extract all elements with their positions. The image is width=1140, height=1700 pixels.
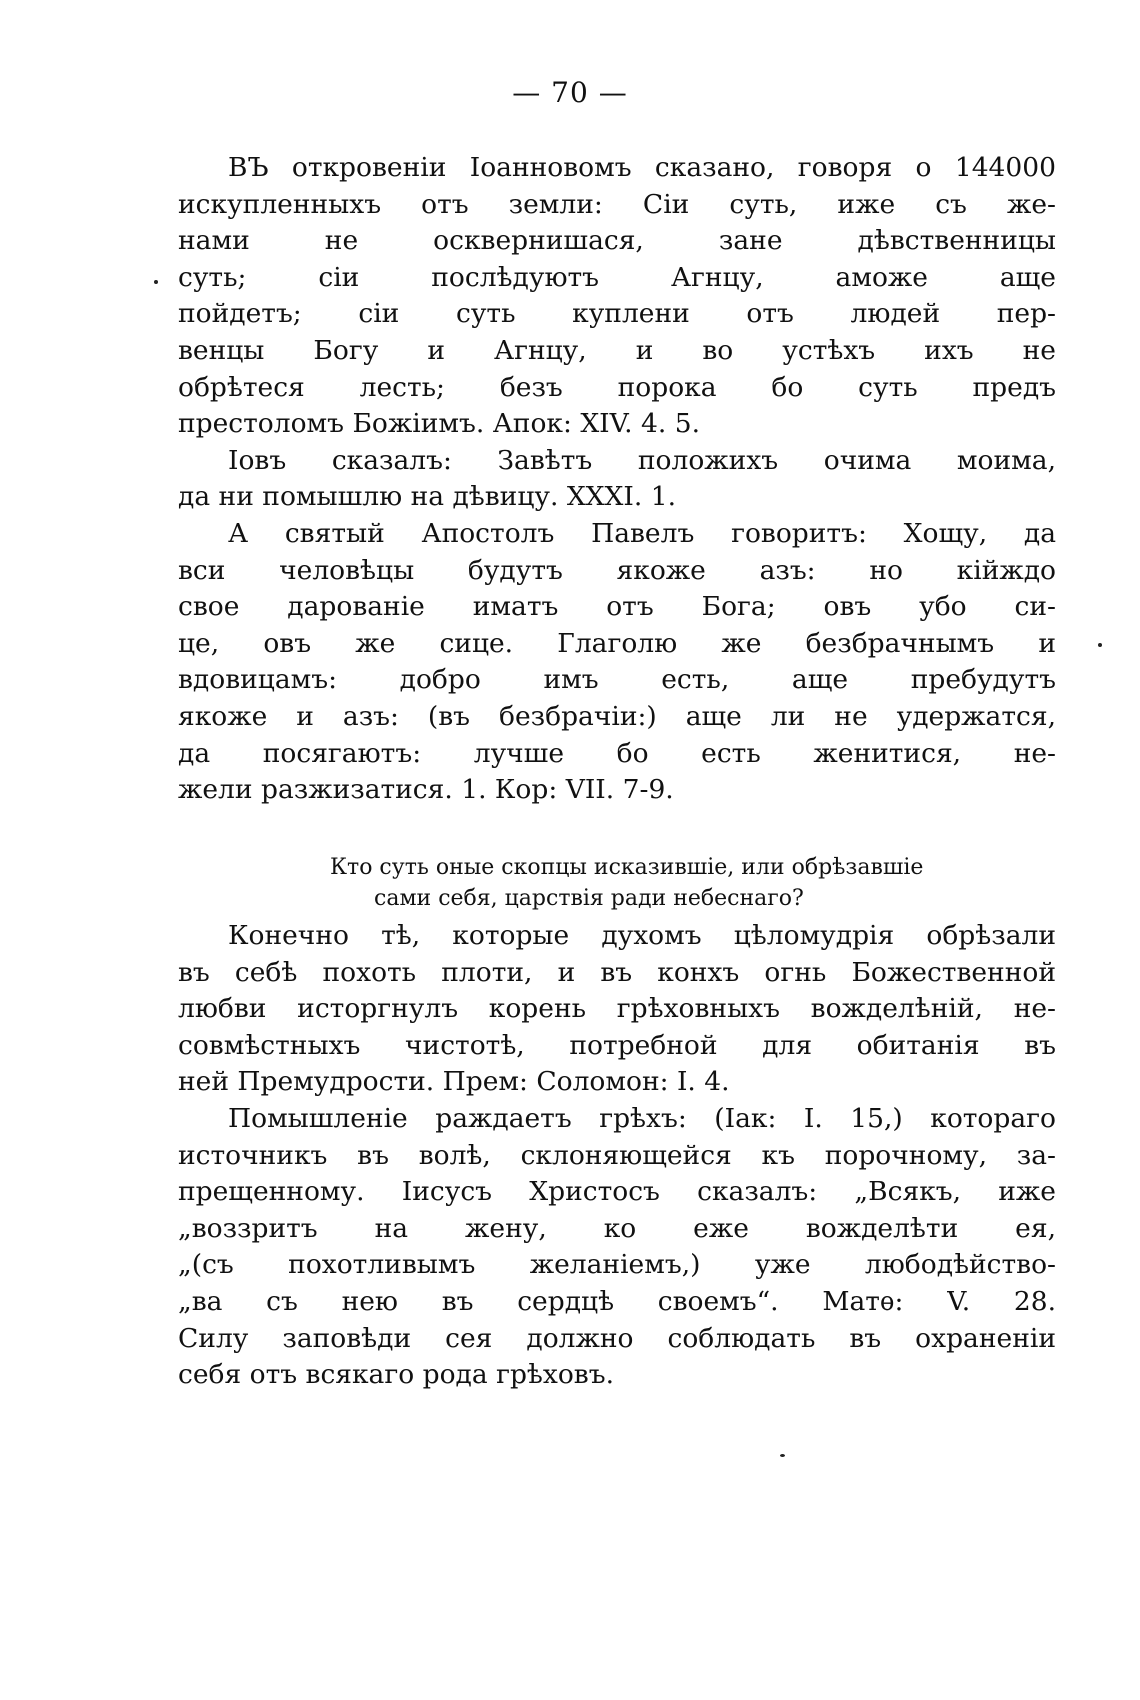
text-line: искупленныхъ отъ земли: Сіи суть, иже съ же- xyxy=(178,188,1056,220)
text-line: Іовъ сказалъ: Завѣтъ положихъ очима моима, xyxy=(228,444,1056,476)
paragraph-revelation xyxy=(178,150,1056,443)
text-line: нами не осквернишася, зане дѣвственницы xyxy=(178,225,1056,257)
print-speck xyxy=(1098,643,1102,647)
text-line: совмѣстныхъ чистотѣ, потребной для обитанія въ xyxy=(178,1029,1056,1061)
page-number: — 70 — xyxy=(512,76,628,109)
text-line: обрѣтеся лесть; безъ порока бо суть предъ xyxy=(178,371,1056,403)
text-line: Конечно тѣ, которые духомъ цѣломудрія обрѣзали xyxy=(228,920,1056,951)
text-line: прещенному. Іисусъ Христосъ сказалъ: „Всякъ, иже xyxy=(178,1176,1056,1208)
main-text-upper xyxy=(178,150,1056,809)
text-line: любви исторгнулъ корень грѣховныхъ вожделѣній, не- xyxy=(178,993,1056,1025)
text-line: да посягаютъ: лучше бо есть женитися, не- xyxy=(178,737,1056,769)
text-line: ВЪ откровеніи Іоанновомъ сказано, говоря о 144000 xyxy=(228,152,1056,183)
print-speck xyxy=(780,1454,785,1457)
text-line: да ни помышлю на дѣвицу. XXXI. 1. xyxy=(178,481,677,513)
text-line: себя отъ всякаго рода грѣховъ. xyxy=(178,1359,615,1391)
text-line: А святый Апостолъ Павелъ говоритъ: Хощу, да xyxy=(228,517,1056,549)
text-line: якоже и азъ: (въ безбрачіи:) аще ли не удержатся, xyxy=(178,700,1056,732)
section-question-heading xyxy=(330,852,1060,914)
paragraph-answer xyxy=(178,918,1056,1101)
text-line: вдовицамъ: добро имъ есть, аще пребудутъ xyxy=(178,664,1056,696)
text-line: суть; сіи послѣдуютъ Агнцу, аможе аще xyxy=(178,261,1056,293)
print-speck xyxy=(154,280,158,284)
text-line: свое дарованіе иматъ отъ Бога; овъ убо си- xyxy=(178,591,1056,623)
text-line: венцы Богу и Агнцу, и во устѣхъ ихъ не xyxy=(178,334,1056,366)
paragraph-apostle-paul xyxy=(178,516,1056,809)
text-line: жели разжизатися. 1. Кор: VII. 7-9. xyxy=(178,774,674,806)
text-line: источникъ въ волѣ, склоняющейся къ порочному, за- xyxy=(178,1139,1056,1171)
text-line: пойдетъ; сіи суть куплени отъ людей пер- xyxy=(178,298,1056,330)
text-line: въ себѣ похоть плоти, и въ конхъ огнь Божественной xyxy=(178,956,1056,988)
paragraph-job xyxy=(178,443,1056,516)
text-line: „ва съ нею въ сердцѣ своемъ“. Матѳ: V. 28. xyxy=(178,1285,1056,1317)
text-line: це, овъ же сице. Глаголю же безбрачнымъ и xyxy=(178,627,1056,659)
text-line: Силу заповѣди сея должно соблюдать въ охраненіи xyxy=(178,1322,1056,1354)
text-line: „воззритъ на жену, ко еже вожделѣти ея, xyxy=(178,1212,1056,1244)
text-line: Помышленіе раждаетъ грѣхъ: (Іак: I. 15,) котораго xyxy=(228,1102,1056,1134)
text-line: престоломъ Божіимъ. Апок: XIV. 4. 5. xyxy=(178,408,700,440)
heading-line: сами себя, царствія ради небеснаго? xyxy=(374,886,804,911)
text-line: ней Премудрости. Прем: Соломон: I. 4. xyxy=(178,1066,730,1098)
paragraph-thought-sin xyxy=(178,1101,1056,1394)
main-text-lower xyxy=(178,918,1056,1394)
heading-line: Кто суть оные скопцы исказившіе, или обрѣзавшіе xyxy=(330,855,924,880)
text-line: вси человѣцы будутъ якоже азъ: но кійждо xyxy=(178,554,1056,586)
text-line: „(съ похотливымъ желаніемъ,) уже любодѣйство- xyxy=(178,1249,1056,1281)
